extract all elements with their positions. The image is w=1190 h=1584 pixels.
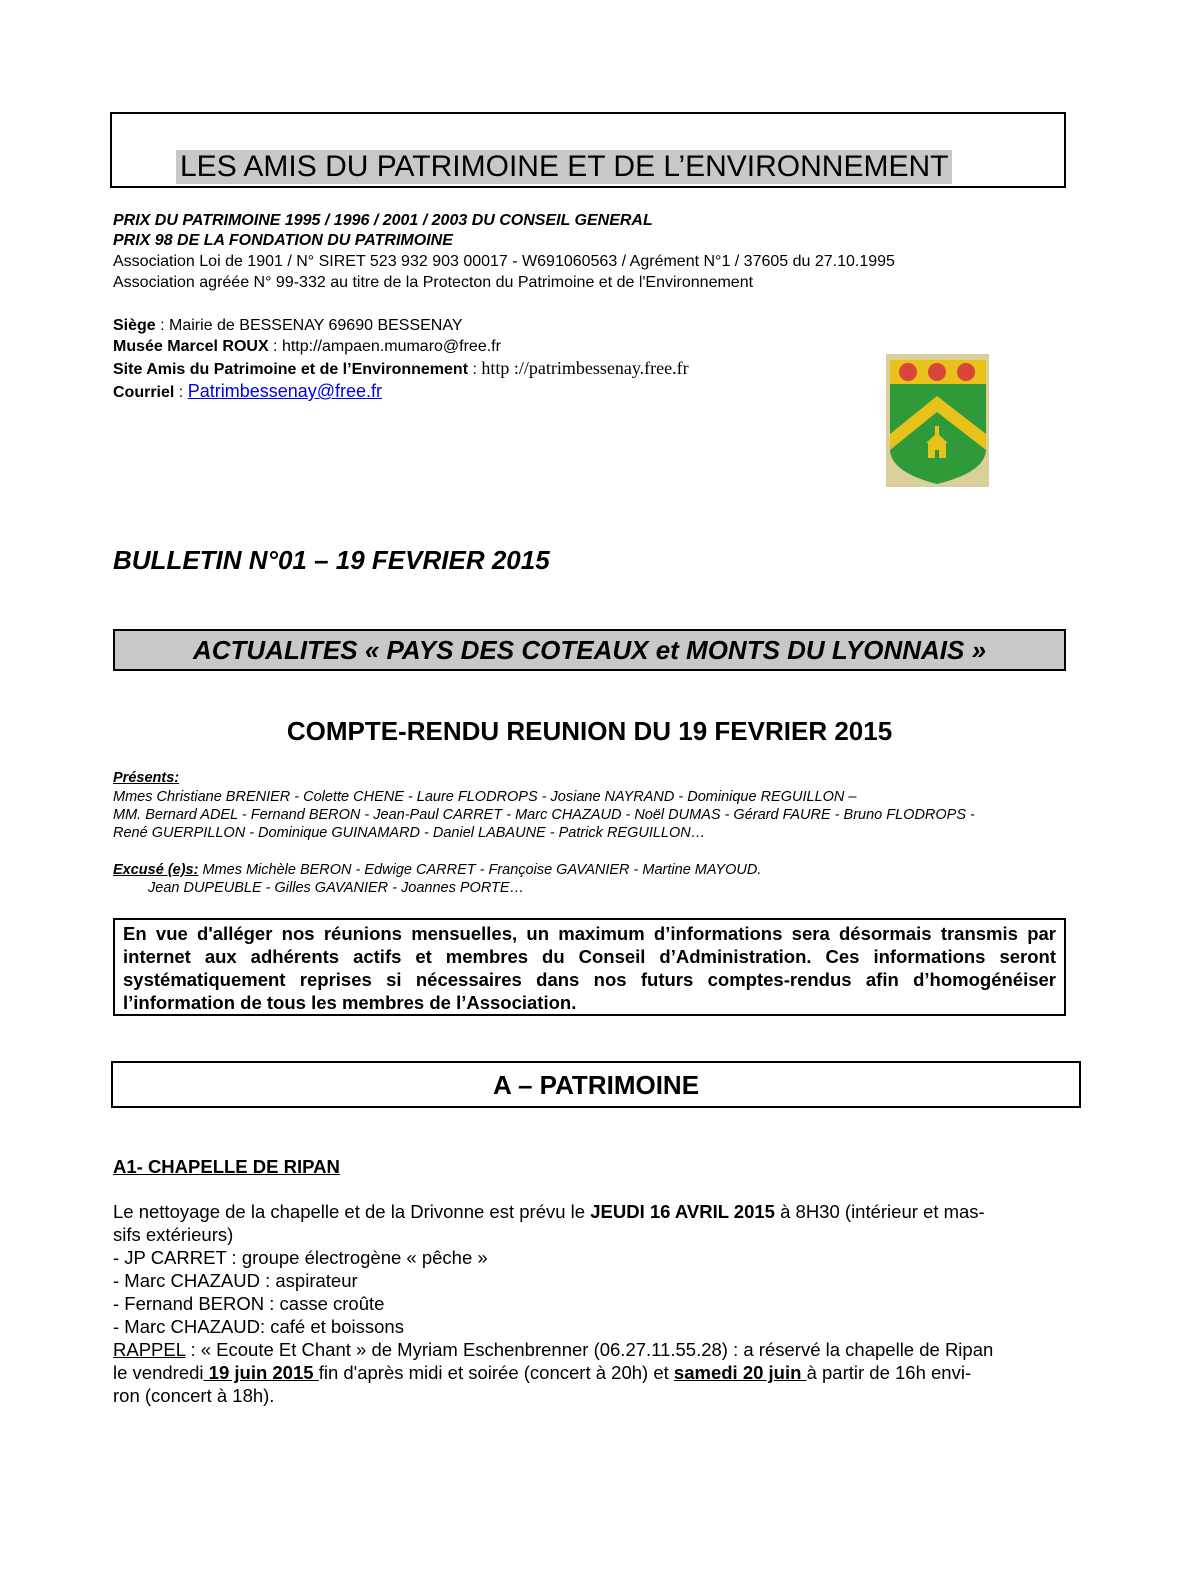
rappel-l2-a: le vendredi xyxy=(113,1362,204,1383)
association-line-2: Association agréée N° 99-332 au titre de la Protecton du Patrimoine et de l'Environnement xyxy=(113,274,754,291)
a1-item-2: - Marc CHAZAUD : aspirateur xyxy=(113,1270,358,1291)
site-sep: : xyxy=(468,361,482,378)
prize-line-1: PRIX DU PATRIMOINE 1995 / 1996 / 2001 / 2003 DU CONSEIL GENERAL xyxy=(113,212,653,229)
excuses-label: Excusé (e)s: xyxy=(113,862,199,878)
a1-paragraph-line-1 xyxy=(113,1200,985,1223)
a1-p1-end: à 8H30 (intérieur et mas- xyxy=(774,1201,985,1222)
rappel-line-3: ron (concert à 18h). xyxy=(113,1385,275,1406)
musee-label: Musée Marcel ROUX xyxy=(113,338,269,355)
actualites-banner: ACTUALITES « PAYS DES COTEAUX et MONTS DU LYONNAIS » xyxy=(113,629,1066,671)
rappel-l2-c: à partir de 16h envi- xyxy=(806,1362,972,1383)
rappel-text: : « Ecoute Et Chant » de Myriam Eschenbrenner (06.27.11.55.28) : a réservé la chapelle de Ripan xyxy=(185,1339,994,1360)
info-notice-box: En vue d'alléger nos réunions mensuelles, un maximum d’informations sera désormais transmis par internet aux adhérents actifs et membres du Conseil d’Administration. Ces informations seront systématiquement reprises si nécessaires dans nos futurs comptes-rendus afin d’homogénéiser l’information de tous les membres de l’Association. xyxy=(113,918,1066,1016)
a1-p1-date: JEUDI 16 AVRIL 2015 xyxy=(590,1201,775,1222)
site-label: Site Amis du Patrimoine et de l’Environnement xyxy=(113,361,469,378)
a1-item-4: - Marc CHAZAUD: café et boissons xyxy=(113,1316,404,1337)
header-title-box xyxy=(110,112,1066,188)
courriel-link[interactable]: Patrimbessenay@free.fr xyxy=(187,381,383,401)
musee-line xyxy=(113,337,501,357)
courriel-label: Courriel xyxy=(113,384,175,401)
presents-line-2: MM. Bernard ADEL - Fernand BERON - Jean-Paul CARRET - Marc CHAZAUD - Noël DUMAS - Gérard FAURE - Bruno FLODROPS - xyxy=(113,807,975,823)
compte-rendu-title: COMPTE-RENDU REUNION DU 19 FEVRIER 2015 xyxy=(286,716,893,746)
presents-label: Présents: xyxy=(113,770,180,786)
a1-item-3: - Fernand BERON : casse croûte xyxy=(113,1293,385,1314)
excuses-line-1 xyxy=(113,861,761,879)
association-line-1: Association Loi de 1901 / N° SIRET 523 932 903 00017 - W691060563 / Agrément N°1 / 37605 du 27.10.1995 xyxy=(113,253,895,270)
siege-value: : Mairie de BESSENAY 69690 BESSENAY xyxy=(155,317,463,334)
rappel-date-2: samedi 20 juin xyxy=(673,1362,807,1383)
rappel-line-2 xyxy=(113,1361,971,1384)
a1-paragraph-line-2: sifs extérieurs) xyxy=(113,1224,234,1245)
musee-value: : http://ampaen.mumaro@free.fr xyxy=(268,338,501,355)
excuses-names-1: Mmes Michèle BERON - Edwige CARRET - Françoise GAVANIER - Martine MAYOUD. xyxy=(198,862,762,878)
rappel-l2-b: fin d'après midi et soirée (concert à 20h) et xyxy=(318,1362,674,1383)
coat-of-arms-logo xyxy=(886,354,989,487)
page-title: LES AMIS DU PATRIMOINE ET DE L’ENVIRONNEMENT xyxy=(176,150,952,184)
rappel-label: RAPPEL xyxy=(113,1339,186,1360)
excuses-line-2: Jean DUPEUBLE - Gilles GAVANIER - Joannes PORTE… xyxy=(148,880,525,896)
presents-line-3: René GUERPILLON - Dominique GUINAMARD - Daniel LABAUNE - Patrick REGUILLON… xyxy=(113,825,706,841)
site-url[interactable]: http ://patrimbessenay.free.fr xyxy=(481,358,689,378)
rappel-line-1 xyxy=(113,1338,993,1361)
site-line xyxy=(113,358,689,380)
rappel-date-1: 19 juin 2015 xyxy=(203,1362,319,1383)
a1-p1-start: Le nettoyage de la chapelle et de la Drivonne est prévu le xyxy=(113,1201,591,1222)
section-a-title: A – PATRIMOINE xyxy=(111,1061,1081,1108)
courriel-line xyxy=(113,381,382,403)
a1-item-1: - JP CARRET : groupe électrogène « pêche » xyxy=(113,1247,488,1268)
bulletin-number: BULLETIN N°01 – 19 FEVRIER 2015 xyxy=(113,545,550,575)
prize-line-2: PRIX 98 DE LA FONDATION DU PATRIMOINE xyxy=(113,232,453,249)
presents-line-1: Mmes Christiane BRENIER - Colette CHENE - Laure FLODROPS - Josiane NAYRAND - Dominique REGUILLON – xyxy=(113,789,857,805)
siege-label: Siège xyxy=(113,317,156,334)
a1-heading: A1- CHAPELLE DE RIPAN xyxy=(113,1156,340,1177)
siege-line xyxy=(113,316,463,336)
courriel-sep: : xyxy=(174,384,188,401)
